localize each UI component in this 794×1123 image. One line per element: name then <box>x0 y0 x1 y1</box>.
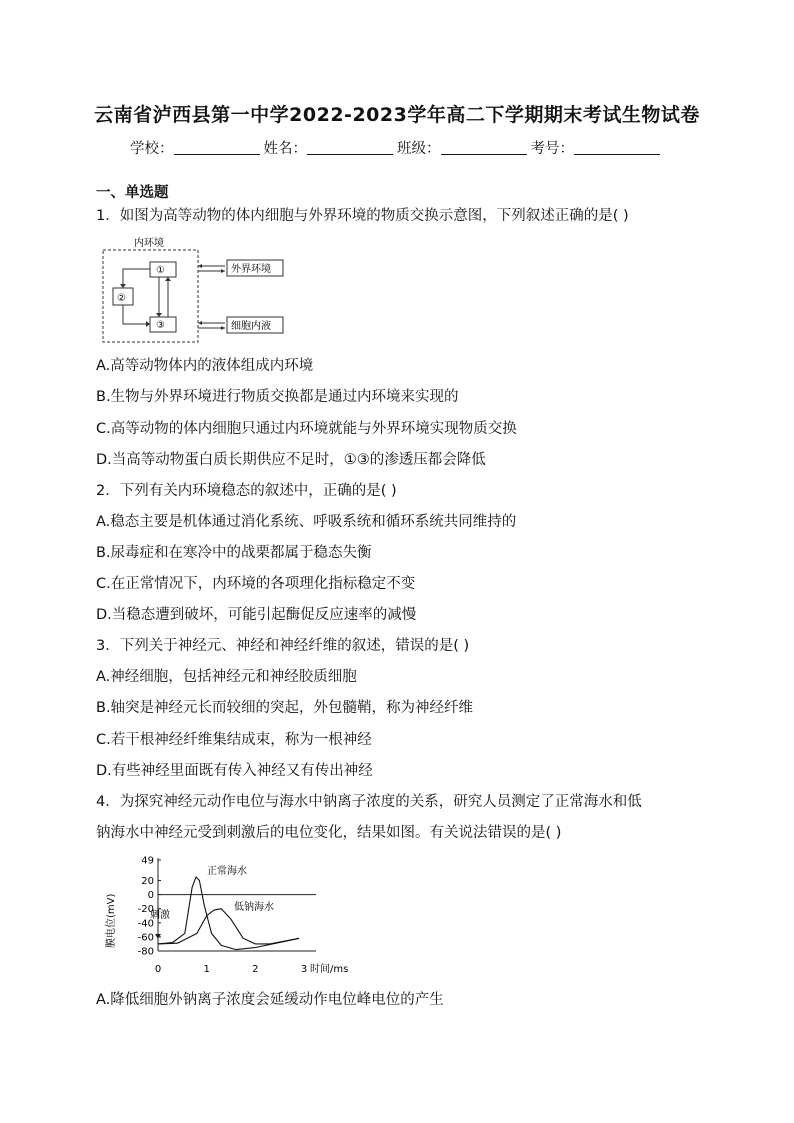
q1-diagram <box>100 236 290 344</box>
q4-stem-line2: 钠海水中神经元受到刺激后的电位变化，结果如图。有关说法错误的是( ) <box>96 825 562 841</box>
node-2-label: ② <box>117 293 126 304</box>
y-tick-label: 49 <box>141 855 154 867</box>
q2-option-a[interactable]: A.稳态主要是机体通过消化系统、呼吸系统和循环系统共同维持的 <box>96 514 517 530</box>
q4-stem-line1: 4．为探究神经元动作电位与海水中钠离子浓度的关系，研究人员测定了正常海水和低 <box>96 794 642 810</box>
q2-option-d[interactable]: D.当稳态遭到破坏，可能引起酶促反应速率的减慢 <box>96 607 417 623</box>
x-tick-label: 0 <box>154 964 162 975</box>
outer-env-label: 外界环境 <box>231 264 271 275</box>
q1-stem: 1．如图为高等动物的体内细胞与外界环境的物质交换示意图，下列叙述正确的是( ) <box>96 208 629 224</box>
q3-option-b[interactable]: B.轴突是神经元长而较细的突起，外包髓鞘，称为神经纤维 <box>96 700 474 716</box>
y-axis-label: 膜电位(mV) <box>106 893 117 948</box>
q1-option-d[interactable]: D.当高等动物蛋白质长期供应不足时，①③的渗透压都会降低 <box>96 452 486 468</box>
arrow-2-to-3 <box>123 305 148 324</box>
y-tick-label: -40 <box>137 918 154 930</box>
y-tick-label: -80 <box>137 946 154 958</box>
y-tick-label: -20 <box>137 904 154 916</box>
q1-option-c[interactable]: C.高等动物的体内细胞只通过内环境就能与外界环境实现物质交换 <box>96 421 517 437</box>
stimulus-label: 刺激 <box>150 910 170 921</box>
x-tick-label: 3 <box>300 964 308 975</box>
section-title: 一、单选题 <box>96 185 169 201</box>
exam-title: 云南省泸西县第一中学2022-2023学年高二下学期期末考试生物试卷 <box>94 104 700 126</box>
q2-option-b[interactable]: B.尿毒症和在寒冷中的战栗都属于稳态失衡 <box>96 545 372 561</box>
class-label: 班级： <box>397 141 441 157</box>
q3-option-a[interactable]: A.神经细胞，包括神经元和神经胶质细胞 <box>96 669 357 685</box>
q3-stem: 3．下列关于神经元、神经和神经纤维的叙述，错误的是( ) <box>96 638 470 654</box>
school-label: 学校： <box>130 141 174 157</box>
x-tick-label: 1 <box>203 964 210 975</box>
series-label-low-sodium: 低钠海水 <box>234 902 274 913</box>
series-line-normal <box>158 877 299 950</box>
node-1-label: ① <box>156 265 165 276</box>
q4-membrane-potential-chart <box>100 852 362 976</box>
internal-env-label: 内环境 <box>134 238 164 249</box>
q3-option-c[interactable]: C.若干根神经纤维集结成束，称为一根神经 <box>96 732 372 748</box>
y-tick-label: -60 <box>137 932 154 944</box>
q4-option-a[interactable]: A.降低细胞外钠离子浓度会延缓动作电位峰电位的产生 <box>96 992 444 1008</box>
y-tick-label: 20 <box>141 875 154 887</box>
q1-option-b[interactable]: B.生物与外界环境进行物质交换都是通过内环境来实现的 <box>96 389 459 405</box>
y-tick-label: 0 <box>147 890 154 902</box>
arrow-1-to-2 <box>123 269 150 286</box>
class-blank[interactable] <box>441 140 527 155</box>
node-3-label: ③ <box>156 320 165 331</box>
number-label: 考号： <box>530 141 574 157</box>
number-blank[interactable] <box>574 140 660 155</box>
x-tick-label: 2 <box>252 964 259 975</box>
student-info-line <box>0 137 794 158</box>
q1-option-a[interactable]: A.高等动物体内的液体组成内环境 <box>96 358 314 374</box>
series-line-low-sodium <box>158 909 299 944</box>
arrow-outer-in <box>198 264 202 268</box>
name-label: 姓名： <box>263 141 307 157</box>
x-axis-label: 时间/ms <box>310 964 349 975</box>
q3-option-d[interactable]: D.有些神经里面既有传入神经又有传出神经 <box>96 763 373 779</box>
q2-stem: 2．下列有关内环境稳态的叙述中，正确的是( ) <box>96 483 397 499</box>
series-label-normal: 正常海水 <box>207 866 247 877</box>
cell-fluid-label: 细胞内液 <box>231 321 271 332</box>
school-blank[interactable] <box>174 140 260 155</box>
name-blank[interactable] <box>307 140 393 155</box>
q2-option-c[interactable]: C.在正常情况下，内环境的各项理化指标稳定不变 <box>96 576 416 592</box>
